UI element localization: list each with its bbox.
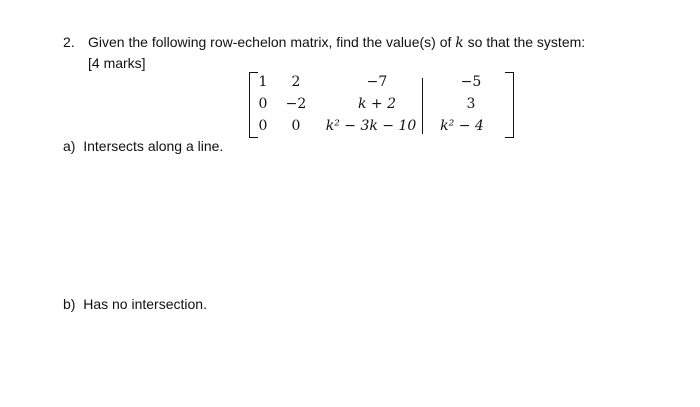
part-a bbox=[63, 138, 223, 154]
question-text-before: Given the following row-echelon matrix, find the value(s) of bbox=[88, 34, 456, 50]
matrix-cell-r2c2: −2 bbox=[285, 96, 307, 112]
part-b-label: b) bbox=[63, 296, 76, 312]
matrix-cell-r1c4: −5 bbox=[460, 74, 482, 90]
matrix-cell-r3c3: k² − 3k − 10 bbox=[325, 118, 417, 134]
question-text-after: so that the system: bbox=[463, 34, 586, 50]
matrix-left-bracket bbox=[249, 72, 258, 138]
question-number: 2. bbox=[63, 34, 75, 50]
augmented-matrix bbox=[244, 72, 524, 138]
matrix-cell-r2c4: 3 bbox=[466, 96, 476, 112]
matrix-cell-r3c1: 0 bbox=[258, 118, 268, 134]
matrix-cell-r3c2: 0 bbox=[291, 118, 301, 134]
part-a-label: a) bbox=[63, 138, 76, 154]
part-a-text: Intersects along a line. bbox=[83, 138, 224, 154]
part-b-text: Has no intersection. bbox=[83, 296, 207, 312]
question-marks: [4 marks] bbox=[88, 55, 146, 71]
matrix-cell-r2c1: 0 bbox=[258, 96, 268, 112]
augment-divider bbox=[422, 78, 423, 134]
matrix-cell-r3c4: k² − 4 bbox=[440, 118, 484, 134]
variable-k: k bbox=[455, 35, 464, 51]
question-text bbox=[88, 34, 585, 51]
matrix-cell-r1c1: 1 bbox=[258, 74, 268, 90]
part-b bbox=[63, 296, 207, 312]
matrix-right-bracket bbox=[505, 72, 514, 138]
matrix-cell-r1c2: 2 bbox=[291, 74, 301, 90]
matrix-cell-r2c3: k + 2 bbox=[357, 96, 397, 112]
matrix-cell-r1c3: −7 bbox=[366, 74, 388, 90]
